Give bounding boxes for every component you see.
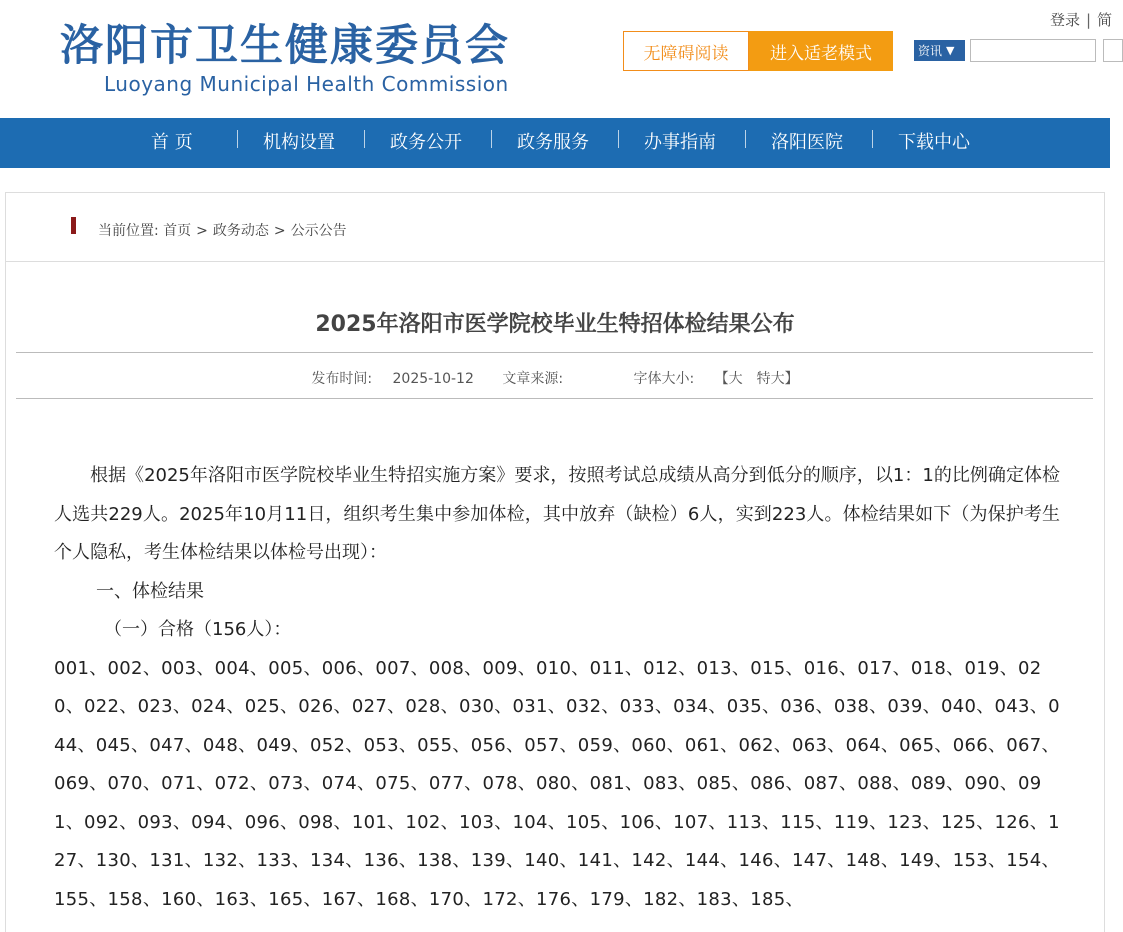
breadcrumb <box>98 220 347 240</box>
section-heading: 一、体检结果 <box>96 580 204 602</box>
top-links <box>1050 9 1112 30</box>
accessible-reading-button[interactable]: 无障碍阅读 <box>623 31 749 71</box>
qualified-numbers-list: 001、002、003、004、005、006、007、008、009、010、011、012、013、015、016、017、018、019、020、022、023、024、025、026、027、028、030、031、032、033、034、035、036、038、039、040、043、044、045、047、048、049、052、053、055、056、057、059、060、061、062、063、064、065、066、067、069、070、071、072、073、074、075、077、078、080、081、083、085、086、087、088、089、090、091、092、093、094、096、098、101、102、103、104、105、106、107、113、115、119、123、125、126、127、130、131、132、133、134、136、138、139、140、141、142、144、146、147、148、149、153、154、155、158、160、163、165、167、168、170、172、176、179、182、183、185、 <box>54 657 1060 910</box>
font-size-options[interactable]: 【大 特大】 <box>714 371 799 387</box>
search-input[interactable] <box>970 39 1096 62</box>
nav-divider <box>364 130 365 148</box>
divider <box>16 398 1093 399</box>
nav-divider <box>745 130 746 148</box>
nav-divider <box>491 130 492 148</box>
breadcrumb-separator: > <box>196 223 208 239</box>
content-panel <box>5 192 1105 932</box>
breadcrumb-label: 当前位置: <box>98 223 159 239</box>
divider: | <box>1086 11 1092 29</box>
article-intro: 根据《2025年洛阳市医学院校毕业生特招实施方案》要求，按照考试总成绩从高分到低分的顺序，以1：1的比例确定体检人选共229人。2025年10月11日，组织考生集中参加体检，其中放弃（缺检）6人，实到223人。体检结果如下（为保护考生个人隐私，考生体检结果以体检号出现）： <box>54 465 1060 563</box>
article-body <box>54 457 1060 919</box>
nav-item-hospitals[interactable]: 洛阳医院 <box>771 132 843 153</box>
breadcrumb-home[interactable]: 首页 <box>163 223 192 239</box>
article-title: 2025年洛阳市医学院校毕业生特招体检结果公布 <box>315 312 795 337</box>
breadcrumb-marker <box>71 217 76 234</box>
breadcrumb-news[interactable]: 政务动态 <box>212 223 269 239</box>
breadcrumb-separator: > <box>273 223 286 239</box>
publish-label: 发布时间: <box>311 371 373 387</box>
elderly-mode-button[interactable]: 进入适老模式 <box>749 31 893 71</box>
login-link[interactable]: 登录 <box>1050 11 1081 29</box>
search-submit[interactable] <box>1103 39 1123 62</box>
breadcrumb-notices[interactable]: 公示公告 <box>290 223 347 239</box>
nav-item-organization[interactable]: 机构设置 <box>263 132 335 153</box>
font-size-label: 字体大小: <box>633 371 695 387</box>
site-logo-subtitle: Luoyang Municipal Health Commission <box>104 72 509 96</box>
article-meta <box>6 368 1104 388</box>
search-category-value: 资讯 <box>918 44 943 58</box>
site-logo-title[interactable]: 洛阳市卫生健康委员会 <box>60 21 510 71</box>
search-category-select[interactable] <box>914 40 965 61</box>
publish-date: 2025-10-12 <box>392 371 474 387</box>
site-header <box>0 0 1113 118</box>
simplified-chinese-link[interactable]: 简 <box>1097 11 1113 29</box>
divider <box>16 352 1093 353</box>
nav-item-government-affairs[interactable]: 政务公开 <box>390 132 462 153</box>
source-label: 文章来源: <box>502 371 564 387</box>
breadcrumb-bar <box>6 193 1104 262</box>
nav-item-home[interactable]: 首 页 <box>151 132 193 153</box>
nav-divider <box>237 130 238 148</box>
nav-item-downloads[interactable]: 下载中心 <box>898 132 970 153</box>
nav-divider <box>872 130 873 148</box>
nav-divider <box>618 130 619 148</box>
chevron-down-icon: ▼ <box>946 44 955 57</box>
nav-item-government-services[interactable]: 政务服务 <box>517 132 589 153</box>
main-nav <box>0 118 1110 168</box>
subsection-heading: （一）合格（156人）： <box>104 619 292 640</box>
nav-item-guide[interactable]: 办事指南 <box>644 132 716 153</box>
